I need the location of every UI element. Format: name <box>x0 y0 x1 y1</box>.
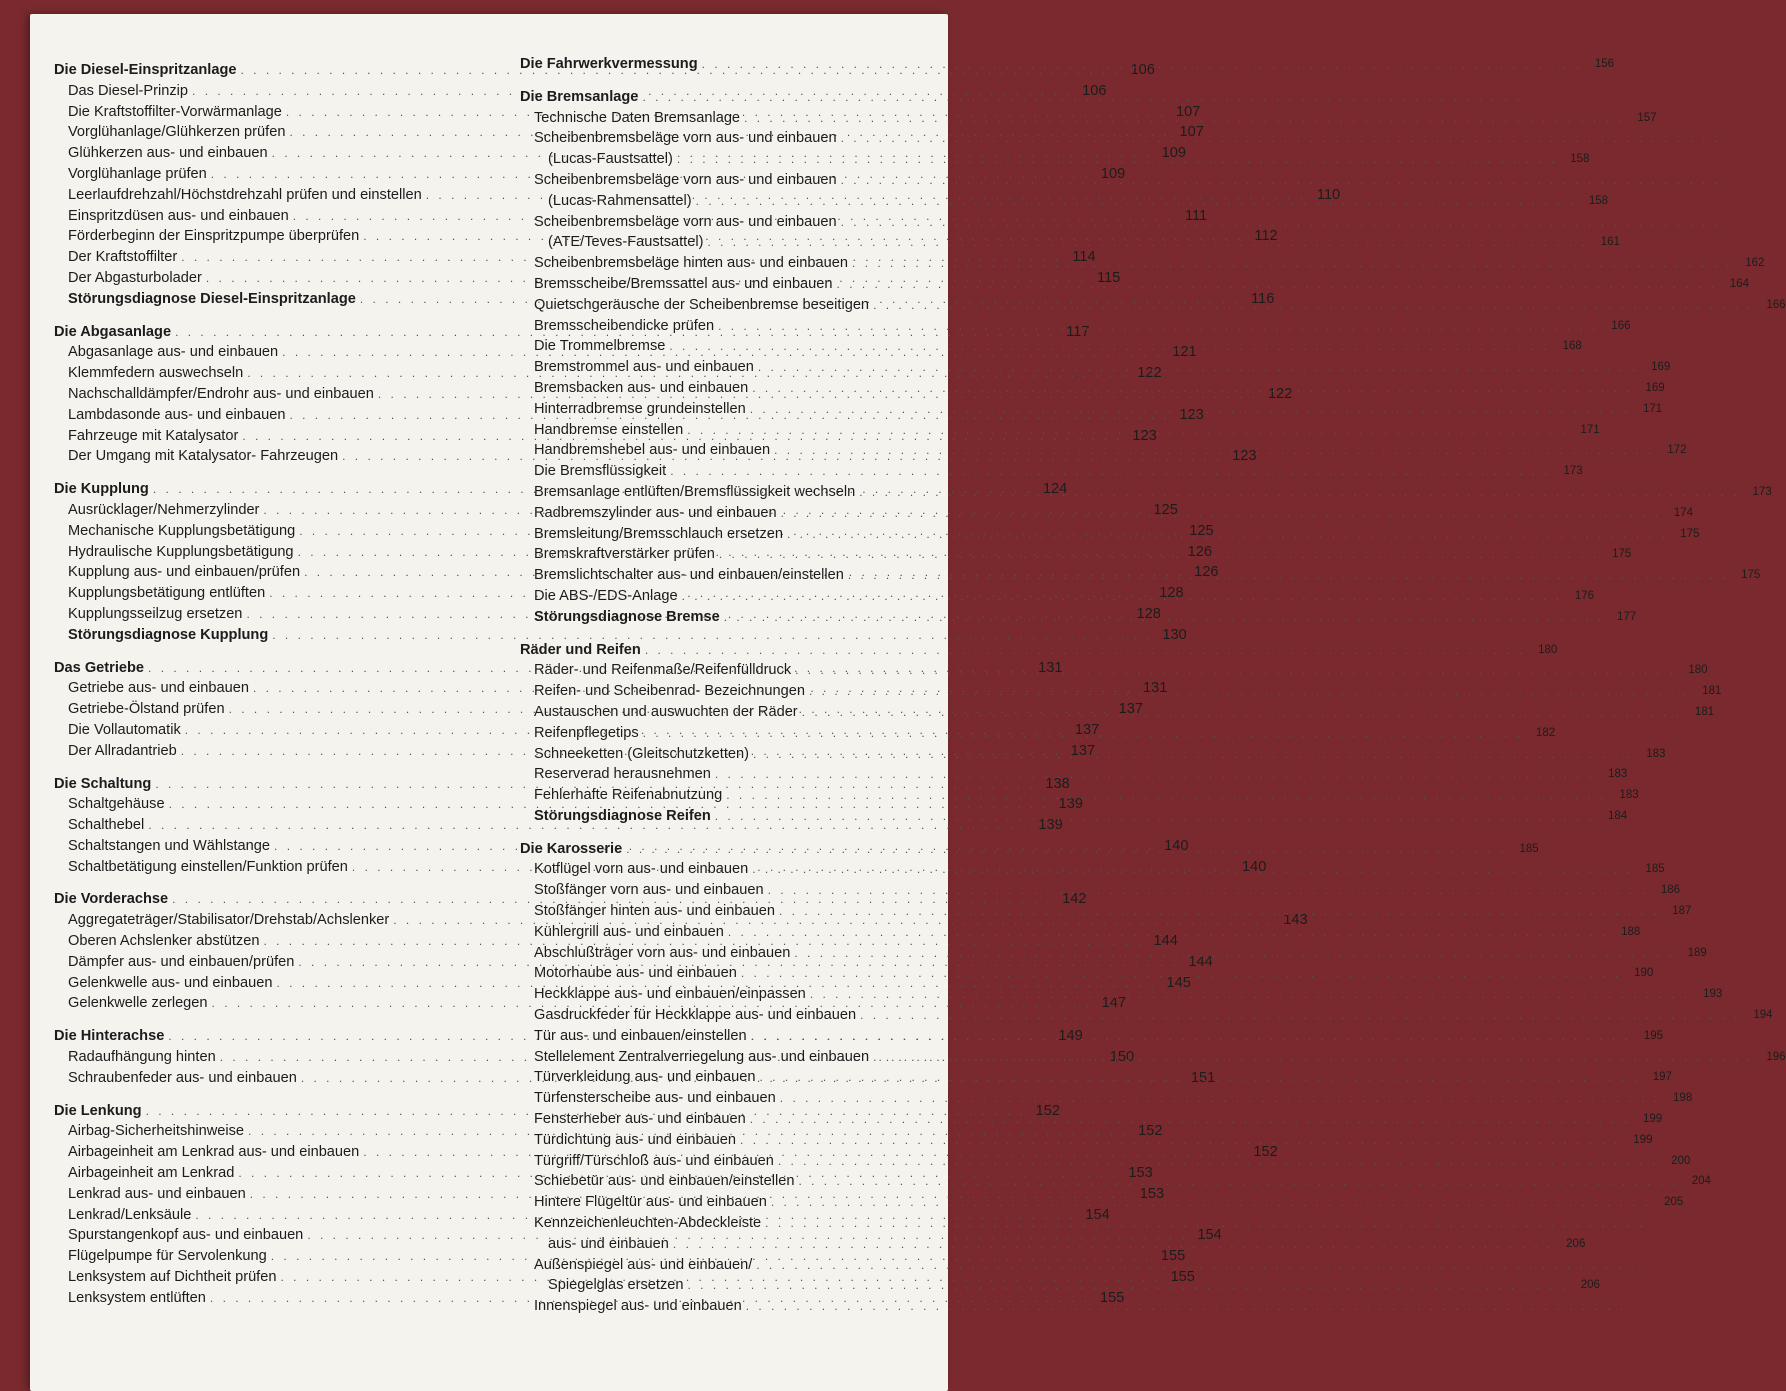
dot-leader <box>746 1109 1634 1130</box>
page-number: 206 <box>1580 1279 1600 1292</box>
entry-label: Schaltbetätigung einstellen/Funktion prüfen <box>68 858 348 875</box>
page-number: 185 <box>1519 842 1539 855</box>
page-number: 155 <box>1160 1248 1186 1265</box>
page-number: 114 <box>1072 249 1096 266</box>
entry-label: Türdichtung aus- und einbauen <box>534 1131 737 1148</box>
dot-leader <box>748 378 1636 399</box>
page-number: 169 <box>1651 361 1671 374</box>
entry-label: Der Umgang mit Katalysator- Fahrzeugen <box>68 448 339 465</box>
dot-leader <box>747 1026 1635 1047</box>
entry-label: Türgriff/Türschloß aus- und einbauen <box>534 1152 774 1169</box>
entry-label: Scheibenbremsbeläge vorn aus- und einbauen <box>534 171 837 188</box>
entry-label: Fehlerhafte Reifenabnutzung <box>534 787 723 804</box>
page-number: 140 <box>1164 837 1189 854</box>
entry-label: Türverkleidung aus- und einbauen <box>534 1069 756 1086</box>
page-number: 183 <box>1646 747 1666 760</box>
page-number: 126 <box>1187 543 1212 560</box>
page-number: 125 <box>1153 501 1178 518</box>
page-number: 197 <box>1652 1071 1672 1084</box>
page-number: 181 <box>1702 685 1722 698</box>
entry-label: Der Allradantrieb <box>68 742 177 759</box>
dot-leader <box>666 461 1554 482</box>
page-number: 153 <box>1128 1165 1153 1182</box>
page-number: 198 <box>1673 1092 1693 1105</box>
page-number: 182 <box>1535 726 1556 739</box>
page-number: 194 <box>1753 1009 1773 1022</box>
dot-leader <box>770 440 1658 461</box>
entry-label: Reifen- und Scheibenrad- Bezeichnungen <box>534 683 805 700</box>
page-number: 183 <box>1619 789 1639 802</box>
entry-label: Getriebe-Ölstand prüfen <box>68 701 225 718</box>
entry-label: Spiegelglas ersetzen <box>548 1277 684 1294</box>
entry-label: Flügelpumpe für Servolenkung <box>68 1248 267 1265</box>
entry-label: Die Bremsanlage <box>520 88 639 105</box>
entry-label: Räder- und Reifenmaße/Reifenfülldruck <box>534 662 792 679</box>
dot-leader <box>736 1130 1624 1151</box>
page-number: 184 <box>1608 809 1628 822</box>
entry-label: Stoßfänger vorn aus- und einbauen <box>534 882 764 899</box>
entry-label: Die ABS-/EDS-Anlage <box>534 587 678 604</box>
page-number: 123 <box>1179 406 1204 423</box>
page-number: 107 <box>1175 103 1201 120</box>
entry-label: Scheibenbremsbeläge hinten aus- und einbauen <box>534 255 849 272</box>
entry-label: Die Vorderachse <box>54 891 169 908</box>
dot-leader <box>794 1171 1682 1192</box>
page-number: 110 <box>1316 186 1341 203</box>
page-number: 152 <box>1138 1123 1163 1140</box>
page-number: 189 <box>1687 946 1707 959</box>
entry-label: Kupplungsseilzug ersetzen <box>68 605 243 622</box>
entry-label: Stellelement Zentralverriegelung aus- und einbauen <box>534 1048 870 1065</box>
dot-leader <box>837 212 1725 233</box>
page-number: 152 <box>1253 1144 1278 1161</box>
page-number: 124 <box>1042 481 1068 498</box>
page-number: 121 <box>1172 344 1197 361</box>
toc-entry <box>54 1225 1222 1246</box>
entry-label: (ATE/Teves-Faustsattel) <box>548 234 704 251</box>
dot-leader <box>855 482 1743 503</box>
dot-leader <box>748 859 1636 880</box>
entry-label: Technische Daten Bremsanlage <box>534 109 741 126</box>
page-number: 187 <box>1672 905 1692 918</box>
page-number: 157 <box>1637 111 1657 124</box>
page-number: 158 <box>1570 153 1590 166</box>
entry-label: Bremsscheibe/Bremssattel aus- und einbauen <box>534 275 833 292</box>
entry-label: Die Bremsflüssigkeit <box>534 463 667 480</box>
dot-leader <box>848 253 1736 274</box>
dot-leader <box>791 660 1679 681</box>
page-number: 199 <box>1643 1113 1663 1126</box>
page-number: 155 <box>1170 1269 1195 1286</box>
entry-label: Lenkrad/Lenksäule <box>68 1206 192 1223</box>
entry-label: Quietschgeräusche der Scheibenbremse beseitigen <box>534 296 870 313</box>
dot-leader <box>767 1192 1655 1213</box>
page-number: 185 <box>1645 863 1665 876</box>
page-number: 190 <box>1634 967 1654 980</box>
entry-label: Reifenpflegetips <box>534 724 639 741</box>
entry-label: Schalthebel <box>68 817 145 834</box>
page-number: 180 <box>1538 643 1558 656</box>
page-number: 137 <box>1074 721 1100 738</box>
page-number: 123 <box>1132 427 1157 444</box>
entry-label: Bremsscheibendicke prüfen <box>534 317 715 334</box>
dot-leader <box>869 295 1757 316</box>
page-number: 137 <box>1118 701 1143 718</box>
entry-label: Das Diesel-Prinzip <box>68 82 189 99</box>
dot-leader <box>833 274 1721 295</box>
page-number: 144 <box>1153 933 1178 950</box>
entry-label: Gelenkwelle aus- und einbauen <box>68 974 273 991</box>
entry-label: Bremsbacken aus- und einbauen <box>534 379 749 396</box>
entry-label: Stoßfänger hinten aus- und einbauen <box>534 903 775 920</box>
entry-label: Hinterradbremse grundeinstellen <box>534 400 746 417</box>
page-number: 111 <box>1184 207 1208 224</box>
entry-label: Außenspiegel aus- und einbauen/ <box>534 1256 753 1273</box>
dot-leader <box>761 1213 1649 1234</box>
page-number: 152 <box>1035 1102 1061 1119</box>
page-number: 149 <box>1058 1028 1083 1045</box>
entry-label: Reserverad herausnehmen <box>534 766 711 783</box>
entry-label: Kotflügel vorn aus- und einbauen <box>534 861 749 878</box>
page-number: 195 <box>1643 1029 1664 1042</box>
entry-label: Lenkrad aus- und einbauen <box>68 1185 246 1202</box>
dot-leader <box>805 681 1693 702</box>
entry-label: Getriebe aus- und einbauen <box>68 680 249 697</box>
entry-label: Bremskraftverstärker prüfen <box>534 546 715 563</box>
dot-leader <box>703 232 1591 253</box>
entry-label: Spurstangenkopf aus- und einbauen <box>68 1227 304 1244</box>
page-number: 123 <box>1232 448 1257 465</box>
dot-leader <box>724 922 1612 943</box>
entry-label: Die Hinterachse <box>54 1028 165 1045</box>
entry-label: Motorhaube aus- und einbauen <box>534 965 737 982</box>
page-number: 154 <box>1197 1227 1222 1244</box>
dot-leader <box>639 723 1527 744</box>
page-number: 188 <box>1621 925 1641 938</box>
entry-label: Schraubenfeder aus- und einbauen <box>68 1069 297 1086</box>
entry-label: Heckklappe aus- und einbauen/einpassen <box>534 986 806 1003</box>
toc-entry <box>520 1005 1773 1026</box>
entry-label: Fensterheber aus- und einbauen <box>534 1111 746 1128</box>
entry-label: Türfensterscheibe aus- und einbauen <box>534 1090 776 1107</box>
entry-label: Vorglühanlage/Glühkerzen prüfen <box>68 124 286 141</box>
page-number: 171 <box>1642 402 1663 415</box>
page-number: 116 <box>1251 290 1275 307</box>
page-number: 125 <box>1189 522 1214 539</box>
dot-leader <box>798 702 1686 723</box>
entry-label: Scheibenbremsbeläge vorn aus- und einbauen <box>534 130 837 147</box>
entry-label: (Lucas-Rahmensattel) <box>548 192 692 209</box>
dot-leader <box>837 128 1725 149</box>
page-number: 199 <box>1633 1133 1653 1146</box>
entry-label: Der Abgasturbolader <box>68 269 202 286</box>
page-number: 205 <box>1664 1196 1684 1209</box>
entry-label: Bremsleitung/Bremsschlauch ersetzen <box>534 525 784 542</box>
entry-label: (Lucas-Faustsattel) <box>548 151 673 168</box>
dot-leader <box>756 1067 1644 1088</box>
page-number: 131 <box>1038 659 1063 676</box>
section-heading <box>520 87 912 108</box>
page-number: 181 <box>1694 705 1715 718</box>
entry-label: Oberen Achslenker abstützen <box>68 933 260 950</box>
dot-leader <box>638 87 1526 108</box>
page-number: 151 <box>1190 1069 1216 1086</box>
entry-label: Lenksystem auf Dichtheit prüfen <box>68 1269 277 1286</box>
page-number: 162 <box>1745 257 1765 270</box>
entry-label: Hintere Flügeltür aus- und einbauen <box>534 1194 767 1211</box>
dot-leader <box>844 565 1732 586</box>
entry-label: Bremstrommel aus- und einbauen <box>534 359 754 376</box>
page-number: 106 <box>1082 82 1107 99</box>
page-number: 109 <box>1100 165 1126 182</box>
dot-leader <box>775 901 1663 922</box>
dot-leader <box>740 108 1628 129</box>
entry-label: Gelenkwelle zerlegen <box>68 995 208 1012</box>
entry-label: Austauschen und auswuchten der Räder <box>534 703 798 720</box>
dot-leader <box>737 963 1625 984</box>
page-number: 142 <box>1062 891 1087 908</box>
page-number: 155 <box>1100 1289 1125 1306</box>
page-number: 130 <box>1162 626 1187 643</box>
entry-label: Handbremshebel aus- und einbauen <box>534 442 771 459</box>
dot-leader <box>869 1047 1757 1068</box>
entry-label: Schaltgehäuse <box>68 796 165 813</box>
entry-label: Der Kraftstoffilter <box>68 249 178 266</box>
page-number: 200 <box>1671 1154 1691 1167</box>
entry-label: Radbremszylinder aus- und einbauen <box>534 504 777 521</box>
page-number: 172 <box>1667 444 1687 457</box>
entry-label: Lenksystem entlüften <box>68 1289 206 1306</box>
dot-leader <box>777 503 1665 524</box>
page-number: 137 <box>1070 742 1096 759</box>
entry-label: Dämpfer aus- und einbauen/prüfen <box>68 953 295 970</box>
entry-label: Scheibenbremsbeläge vorn aus- und einbauen <box>534 213 837 230</box>
entry-label: Kupplungsbetätigung entlüften <box>68 585 266 602</box>
toc-entry <box>520 170 912 191</box>
entry-label: Gasdruckfeder für Heckklappe aus- und einbauen <box>534 1007 857 1024</box>
dot-leader <box>711 764 1599 785</box>
entry-label: Abgasanlage aus- und einbauen <box>68 344 279 361</box>
dot-leader <box>790 943 1678 964</box>
page-number: 196 <box>1766 1050 1786 1063</box>
dot-leader <box>746 399 1634 420</box>
page-number: 156 <box>1594 58 1615 70</box>
toc-entry <box>520 128 912 149</box>
dot-leader <box>678 586 1566 607</box>
page-number: 139 <box>1038 817 1063 834</box>
dot-leader <box>742 1296 1630 1317</box>
entry-label: Räder und Reifen <box>520 641 641 658</box>
dot-leader <box>683 1275 1571 1296</box>
entry-label: Lambdasonde aus- und einbauen <box>68 406 286 423</box>
page-number: 186 <box>1660 884 1681 897</box>
toc-entry <box>520 1296 912 1317</box>
toc-entry <box>520 1213 912 1234</box>
page-number: 117 <box>1066 323 1090 340</box>
toc-entry <box>520 1088 1693 1109</box>
document-page <box>30 14 1786 1391</box>
entry-label: Störungsdiagnose Diesel-Einspritzanlage <box>68 290 356 307</box>
page-number: 147 <box>1101 995 1126 1012</box>
page-number: 122 <box>1137 365 1162 382</box>
dot-leader <box>711 806 1599 827</box>
page-number: 166 <box>1611 319 1631 332</box>
entry-label: Klemmfedern auswechseln <box>68 365 244 382</box>
entry-label: Störungsdiagnose Kupplung <box>68 626 269 643</box>
page-number: 175 <box>1612 548 1632 561</box>
entry-label: Fahrzeuge mit Katalysator <box>68 427 239 444</box>
page-number: 140 <box>1241 858 1267 875</box>
page-number: 153 <box>1139 1185 1165 1202</box>
toc-entry <box>520 212 912 233</box>
entry-label: Kennzeichenleuchten-Abdeckleiste <box>534 1215 762 1232</box>
entry-label: Einspritzdüsen aus- und einbauen <box>68 207 289 224</box>
dot-leader <box>698 54 1586 75</box>
entry-label: Störungsdiagnose Reifen <box>534 807 711 824</box>
entry-label: Radaufhängung hinten <box>68 1049 216 1066</box>
dot-leader <box>754 357 1642 378</box>
entry-label: Die Lenkung <box>54 1102 142 1119</box>
entry-label: Nachschalldämpfer/Endrohr aus- und einbauen <box>68 385 374 402</box>
entry-label: Airbageinheit am Lenkrad <box>68 1165 235 1182</box>
page-number: 128 <box>1136 605 1161 622</box>
page-number: 180 <box>1688 664 1708 677</box>
dot-leader <box>722 785 1610 806</box>
page-number: 169 <box>1645 381 1665 394</box>
dot-leader <box>752 1255 1640 1276</box>
entry-label: Glühkerzen aus- und einbauen <box>68 145 268 162</box>
page-number: 131 <box>1143 680 1168 697</box>
page-number: 112 <box>1254 228 1278 245</box>
page-number: 158 <box>1588 194 1609 207</box>
dot-leader <box>837 170 1725 191</box>
entry-label: Kupplung aus- und einbauen/prüfen <box>68 564 301 581</box>
page-number: 206 <box>1566 1237 1586 1250</box>
page-number: 109 <box>1161 145 1187 162</box>
page-number: 126 <box>1194 564 1219 581</box>
entry-label: Mechanische Kupplungsbetätigung <box>68 522 296 539</box>
entry-label: Bremsanlage entlüften/Bremsflüssigkeit wechseln <box>534 483 856 500</box>
page-number: 143 <box>1283 912 1308 929</box>
dot-leader <box>692 191 1580 212</box>
entry-label: Handbremse einstellen <box>534 421 684 438</box>
dot-leader <box>720 607 1608 628</box>
entry-label: Schneeketten (Gleitschutzketten) <box>534 745 749 762</box>
page-number: 144 <box>1188 953 1213 970</box>
page-number: 161 <box>1600 236 1620 249</box>
page-number: 204 <box>1691 1175 1711 1188</box>
entry-label: Schaltstangen und Wählstange <box>68 837 271 854</box>
page-number: 175 <box>1680 527 1700 540</box>
entry-label: Airbageinheit am Lenkrad aus- und einbauen <box>68 1144 360 1161</box>
dot-leader <box>856 1005 1744 1026</box>
page-number: 122 <box>1267 385 1293 402</box>
page-number: 154 <box>1085 1206 1110 1223</box>
entry-label: Hydraulische Kupplungsbetätigung <box>68 543 294 560</box>
page-number: 173 <box>1752 485 1772 498</box>
page-number: 106 <box>1130 62 1155 78</box>
entry-label: Das Getriebe <box>54 659 145 676</box>
entry-label: Tür aus- und einbauen/einstellen <box>534 1027 747 1044</box>
section-heading <box>520 640 1558 661</box>
page-number: 150 <box>1109 1049 1135 1066</box>
page-number: 139 <box>1058 796 1083 813</box>
dot-leader <box>669 1234 1557 1255</box>
entry-label: Abschlußträger vorn aus- und einbauen <box>534 944 791 961</box>
entry-label: Schiebetür aus- und einbauen/einstellen <box>534 1173 795 1190</box>
entry-label: Störungsdiagnose Bremse <box>534 608 720 625</box>
entry-label: Kühlergrill aus- und einbauen <box>534 923 724 940</box>
entry-label: Die Abgasanlage <box>54 323 172 340</box>
dot-leader <box>714 316 1602 337</box>
page-number: 174 <box>1673 506 1694 519</box>
entry-label: Leerlaufdrehzahl/Höchstdrehzahl prüfen und einstellen <box>68 186 422 203</box>
entry-label: Die Diesel-Einspritzanlage <box>54 62 237 78</box>
toc-entry <box>520 1255 912 1276</box>
page-number: 193 <box>1703 988 1723 1001</box>
page-number: 107 <box>1179 124 1204 141</box>
entry-label: Ausrücklager/Nehmerzylinder <box>68 501 260 518</box>
dot-leader <box>622 839 1510 860</box>
page-number: 166 <box>1766 298 1786 311</box>
page-number: 168 <box>1562 340 1582 353</box>
entry-label: Bremslichtschalter aus- und einbauen/einstellen <box>534 567 844 584</box>
page-number: 171 <box>1580 423 1600 436</box>
entry-label: Die Kupplung <box>54 481 149 498</box>
toc-entry <box>520 461 1583 482</box>
page-number: 176 <box>1574 589 1595 602</box>
entry-label: Die Fahrwerkvermessung <box>520 56 698 72</box>
page-number: 173 <box>1563 465 1583 478</box>
dot-leader <box>673 149 1561 170</box>
dot-leader <box>774 1151 1662 1172</box>
page-number: 128 <box>1159 585 1184 602</box>
page-number: 183 <box>1608 768 1628 781</box>
entry-label: Innenspiegel aus- und einbauen <box>534 1298 742 1315</box>
dot-leader <box>715 544 1603 565</box>
dot-leader <box>776 1088 1664 1109</box>
entry-label: Aggregateträger/Stabilisator/Drehstab/Achslenker <box>68 912 390 929</box>
dot-leader <box>749 744 1637 765</box>
entry-label: Die Schaltung <box>54 775 152 792</box>
entry-label: Die Vollautomatik <box>68 721 181 738</box>
entry-label: Die Karosserie <box>520 840 623 857</box>
dot-leader <box>665 336 1553 357</box>
entry-label: Airbag-Sicherheitshinweise <box>68 1123 245 1140</box>
entry-label: aus- und einbauen <box>548 1235 669 1252</box>
toc-entry <box>54 625 1187 646</box>
page-number: 177 <box>1616 610 1637 623</box>
dot-leader <box>783 524 1671 545</box>
page-number: 145 <box>1166 974 1191 991</box>
page-number: 164 <box>1729 277 1749 290</box>
dot-leader <box>683 420 1571 441</box>
entry-label: Vorglühanlage prüfen <box>68 165 207 182</box>
page-number: 115 <box>1097 269 1121 286</box>
dot-leader <box>806 984 1694 1005</box>
entry-label: Die Trommelbremse <box>534 338 666 355</box>
page-number: 175 <box>1741 569 1761 582</box>
entry-label: Förderbeginn der Einspritzpumpe überprüfen <box>68 228 360 245</box>
page-number: 138 <box>1045 775 1070 792</box>
dot-leader <box>764 880 1652 901</box>
entry-label: Die Kraftstoffilter-Vorwärmanlage <box>68 103 282 120</box>
dot-leader <box>641 640 1529 661</box>
